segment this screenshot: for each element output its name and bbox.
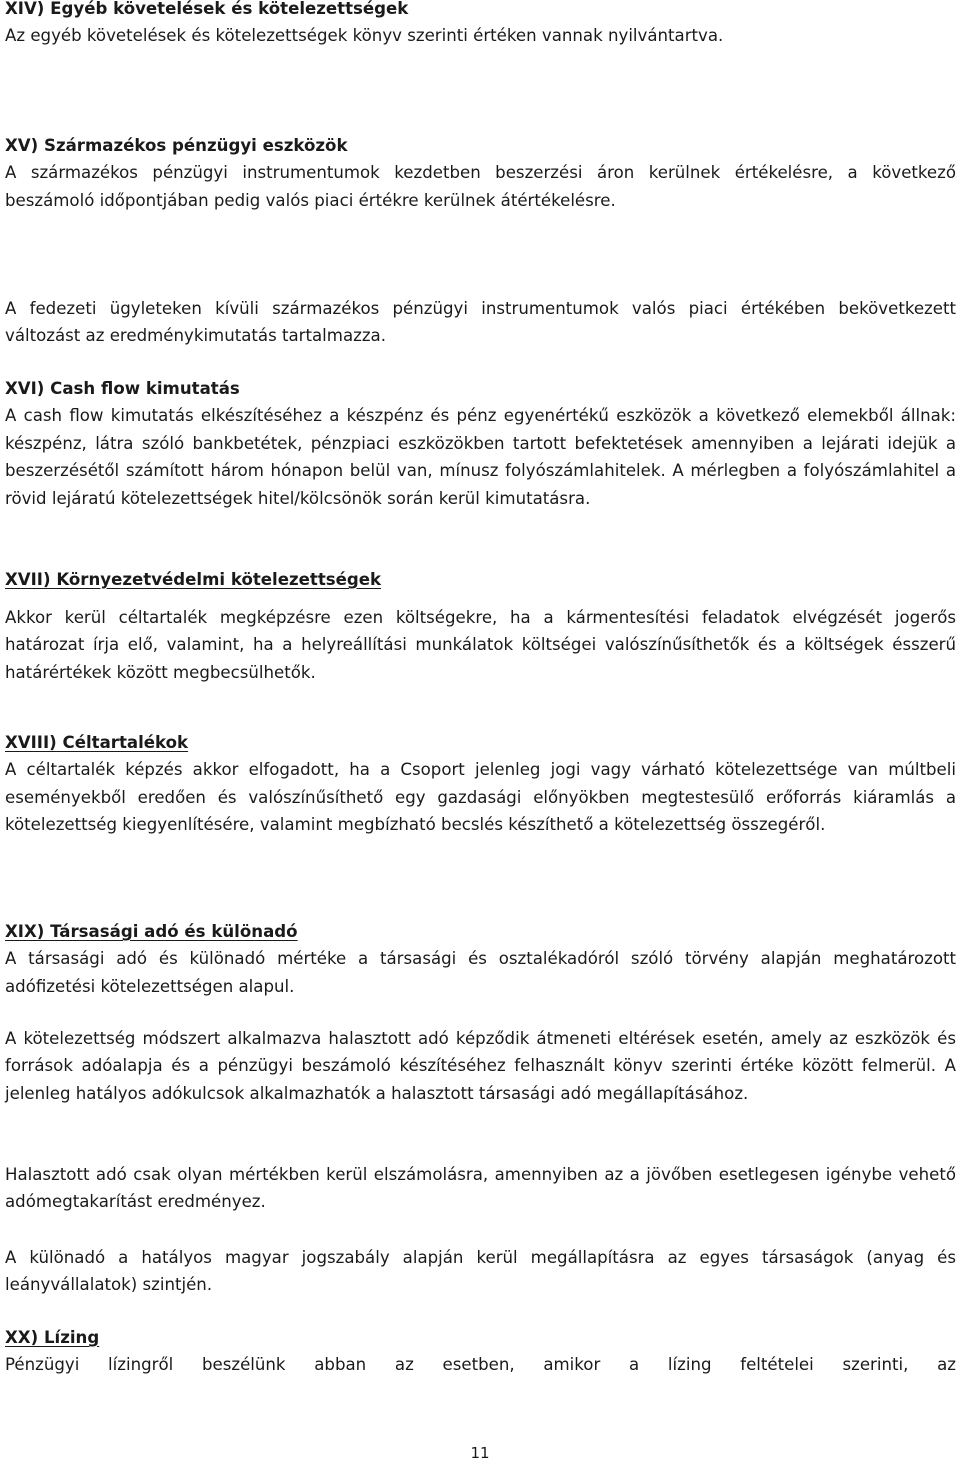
paragraph: Pénzügyi lízingről beszélünk abban az esetben, amikor a lízing feltételei szerinti, az: [5, 1355, 956, 1375]
paragraph: A származékos pénzügyi instrumentumok kezdetben beszerzési áron kerülnek értékelésre, a következő beszámoló időpontjában pedig valós piaci értékre kerülnek átértékelésre.: [5, 163, 956, 210]
section-xvii-body: [5, 604, 956, 686]
section-xvii: [5, 566, 956, 593]
section-heading: XX) Lízing: [5, 1328, 100, 1347]
section-heading: XVII) Környezetvédelmi kötelezettségek: [5, 570, 382, 589]
section-heading: XVI) Cash flow kimutatás: [5, 379, 240, 398]
section-xviii: [5, 729, 956, 839]
section-xv: [5, 132, 956, 214]
section-xvi: [5, 375, 956, 512]
section-xv-cont: [5, 295, 956, 350]
paragraph: Halasztott adó csak olyan mértékben kerül elszámolásra, amennyiben az a jövőben esetlegesen igénybe vehető adómegtakarítást eredményez.: [5, 1165, 956, 1212]
section-xix-p4: [5, 1244, 956, 1299]
section-heading: XVIII) Céltartalékok: [5, 733, 189, 752]
section-xix: [5, 918, 956, 1000]
section-xiv: [5, 0, 956, 50]
section-heading: XV) Származékos pénzügyi eszközök: [5, 136, 348, 155]
paragraph: A fedezeti ügyleteken kívüli származékos pénzügyi instrumentumok valós piaci értékében bekövetkezett változást az eredménykimutatás tartalmazza.: [5, 299, 956, 346]
paragraph: Akkor kerül céltartalék megképzésre ezen költségekre, ha a kármentesítési feladatok elvégzését jogerős határozat írja elő, valamint, ha a helyreállítási munkálatok költségei valószínűsíthetők és a költségek ésszerű határértékek között megbecsülhetők.: [5, 608, 956, 682]
section-xix-p2: [5, 1025, 956, 1107]
paragraph: A különadó a hatályos magyar jogszabály alapján kerül megállapításra az egyes társaságok (anyag és leányvállalatok) szintjén.: [5, 1248, 956, 1295]
paragraph: A cash flow kimutatás elkészítéséhez a készpénz és pénz egyenértékű eszközök a következő elemekből állnak: készpénz, látra szóló bankbetétek, pénzpiaci eszközökben tartott befektetések amennyiben a lejárati idejük a beszerzésétől számított három hónapon belül van, mínusz folyószámlahitelek. A mérlegben a folyószámlahitel a rövid lejáratú kötelezettségek hitel/kölcsönök során kerül kimutatásra.: [5, 406, 956, 508]
section-heading: XIV) Egyéb követelések és kötelezettségek: [5, 0, 409, 18]
paragraph: A társasági adó és különadó mértéke a társasági és osztalékadóról szóló törvény alapján meghatározott adófizetési kötelezettségen alapul.: [5, 949, 956, 996]
paragraph: A kötelezettség módszert alkalmazva halasztott adó képződik átmeneti eltérések esetén, amely az eszközök és források adóalapja és a pénzügyi beszámoló készítéséhez felhasznált könyv szerinti értéke között felmerül. A jelenleg hatályos adókulcsok alkalmazhatók a halasztott társasági adó megállapításához.: [5, 1029, 956, 1103]
section-xix-p3: [5, 1161, 956, 1216]
section-heading: XIX) Társasági adó és különadó: [5, 922, 298, 941]
paragraph: A céltartalék képzés akkor elfogadott, ha a Csoport jelenleg jogi vagy várható kötelezettsége van múltbeli eseményekből eredően és valószínűsíthető egy gazdasági előnyökben megtestesülő erőforrás kiáramlás a kötelezettség kiegyenlítésére, valamint megbízható becslés készíthető a kötelezettség összegéről.: [5, 760, 956, 835]
section-xx: [5, 1324, 956, 1379]
page-number: 11: [470, 1444, 490, 1462]
paragraph: Az egyéb követelések és kötelezettségek könyv szerinti értéken vannak nyilvántartva.: [5, 26, 724, 46]
